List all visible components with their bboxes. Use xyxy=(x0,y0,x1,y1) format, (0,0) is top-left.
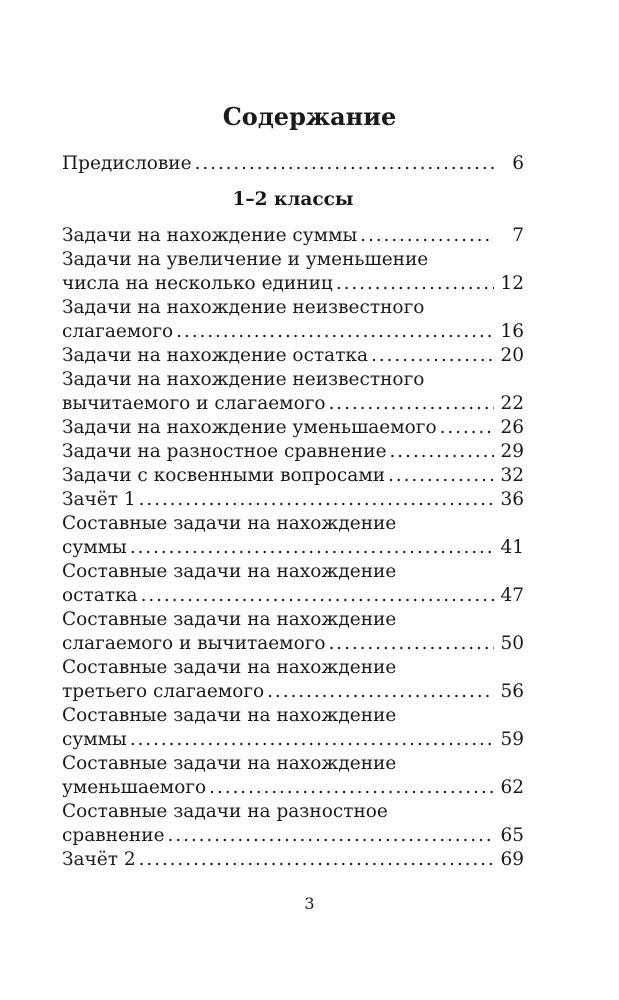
toc-entry-title-line: слагаемого и вычитаемого xyxy=(62,633,326,654)
toc-page-number: 41 xyxy=(500,537,524,558)
toc-entry xyxy=(62,464,524,488)
toc-page-number: 59 xyxy=(500,729,524,750)
toc-entry-title-line: Составные задачи на нахождение xyxy=(62,657,397,678)
toc-entry-title-line: Задачи на нахождение неизвестного xyxy=(62,369,425,390)
toc-entry xyxy=(62,656,524,704)
toc-page-number: 50 xyxy=(500,633,524,654)
toc-entry xyxy=(62,440,524,464)
toc-entry-row xyxy=(62,464,524,488)
toc-page-number: 12 xyxy=(500,273,524,294)
dot-leader xyxy=(130,536,494,560)
dot-leader xyxy=(336,272,494,296)
toc-entry-row xyxy=(62,416,524,440)
toc-entry xyxy=(62,368,524,416)
toc-entry-title-line: Задачи на нахождение уменьшаемого xyxy=(62,417,437,438)
dot-leader xyxy=(388,464,494,488)
toc-entry xyxy=(62,512,524,560)
toc-entry-title-line: Задачи на нахождение неизвестного xyxy=(62,297,425,318)
dot-leader xyxy=(195,152,494,176)
toc-entry xyxy=(62,152,524,176)
toc-entry-row xyxy=(62,440,524,464)
toc-page-number: 16 xyxy=(500,321,524,342)
toc-entry-title-line: третьего слагаемого xyxy=(62,681,265,702)
dot-leader xyxy=(141,584,494,608)
dot-leader xyxy=(329,632,494,656)
toc-entry-title-line: Задачи на нахождение остатка xyxy=(62,345,369,366)
toc-page-number: 22 xyxy=(500,393,524,414)
toc-entry-row xyxy=(62,152,524,176)
toc-entry-title-line: суммы xyxy=(62,537,127,558)
dot-leader xyxy=(371,344,494,368)
page-title: Содержание xyxy=(222,102,397,131)
toc-page-number: 69 xyxy=(500,849,524,870)
dot-leader xyxy=(360,224,494,248)
toc-page-number: 56 xyxy=(500,681,524,702)
toc-entry-row xyxy=(62,272,524,296)
toc-entry-title-line: Составные задачи на разностное xyxy=(62,801,388,822)
toc-page-number: 36 xyxy=(500,489,524,510)
dot-leader xyxy=(267,680,494,704)
toc-entry-row xyxy=(62,224,524,248)
toc-entry-row xyxy=(62,824,524,848)
toc-page-number: 65 xyxy=(500,825,524,846)
page-number: 3 xyxy=(304,894,315,913)
toc-entry-row xyxy=(62,776,524,800)
dot-leader xyxy=(176,320,494,344)
dot-leader xyxy=(139,848,494,872)
toc-entry-row xyxy=(62,344,524,368)
toc-page-number: 6 xyxy=(512,153,524,174)
toc-entry-row xyxy=(62,680,524,704)
toc-entry-title-line: Задачи с косвенными вопросами xyxy=(62,465,386,486)
toc-entry xyxy=(62,608,524,656)
toc-page-number: 7 xyxy=(512,225,524,246)
toc-page-number: 20 xyxy=(500,345,524,366)
toc-entry xyxy=(62,704,524,752)
table-of-contents xyxy=(62,152,524,872)
toc-entry-title-line: Составные задачи на нахождение xyxy=(62,561,397,582)
toc-entry-row xyxy=(62,848,524,872)
toc-entry-title-line: Зачёт 1 xyxy=(62,489,136,510)
toc-entry-title-line: суммы xyxy=(62,729,127,750)
toc-entry xyxy=(62,800,524,848)
dot-leader xyxy=(168,824,494,848)
toc-entry-title-line: Задачи на увеличение и уменьшение xyxy=(62,249,429,270)
toc-entry-title-line: остатка xyxy=(62,585,138,606)
toc-entry xyxy=(62,224,524,248)
toc-entry xyxy=(62,296,524,344)
toc-entry-title-line: Задачи на нахождение суммы xyxy=(62,225,358,246)
toc-entry-title-line: вычитаемого и слагаемого xyxy=(62,393,326,414)
dot-leader xyxy=(130,728,494,752)
dot-leader xyxy=(329,392,494,416)
toc-entry xyxy=(62,752,524,800)
toc-entry-row xyxy=(62,728,524,752)
dot-leader xyxy=(390,440,494,464)
toc-entry-title-line: Зачёт 2 xyxy=(62,849,136,870)
toc-entry-title-line: сравнение xyxy=(62,825,165,846)
toc-entry-title-line: Составные задачи на нахождение xyxy=(62,705,397,726)
dot-leader xyxy=(440,416,494,440)
toc-entry xyxy=(62,560,524,608)
toc-page-number: 47 xyxy=(500,585,524,606)
toc-entry xyxy=(62,416,524,440)
toc-page-number: 29 xyxy=(500,441,524,462)
toc-entry-title-line: слагаемого xyxy=(62,321,174,342)
toc-entry-row xyxy=(62,584,524,608)
toc-entry-title-line: Составные задачи на нахождение xyxy=(62,513,397,534)
toc-entry-title-line: Составные задачи на нахождение xyxy=(62,609,397,630)
toc-entry xyxy=(62,488,524,512)
toc-section-heading: 1–2 классы xyxy=(232,189,354,210)
toc-page-number: 62 xyxy=(500,777,524,798)
toc-entry-row xyxy=(62,392,524,416)
toc-entry-row xyxy=(62,320,524,344)
toc-page-number: 32 xyxy=(500,465,524,486)
toc-entry xyxy=(62,848,524,872)
toc-entry-title-line: Составные задачи на нахождение xyxy=(62,753,397,774)
toc-entry-row xyxy=(62,536,524,560)
toc-page-number: 26 xyxy=(500,417,524,438)
toc-entry-row xyxy=(62,632,524,656)
toc-entry-title-line: уменьшаемого xyxy=(62,777,207,798)
dot-leader xyxy=(209,776,494,800)
toc-entry xyxy=(62,248,524,296)
toc-entry xyxy=(62,344,524,368)
toc-entry-title-line: Задачи на разностное сравнение xyxy=(62,441,387,462)
toc-entry-title-line: Предисловие xyxy=(62,153,192,174)
dot-leader xyxy=(139,488,494,512)
toc-entry-title-line: числа на несколько единиц xyxy=(62,273,333,294)
toc-entry-row xyxy=(62,488,524,512)
